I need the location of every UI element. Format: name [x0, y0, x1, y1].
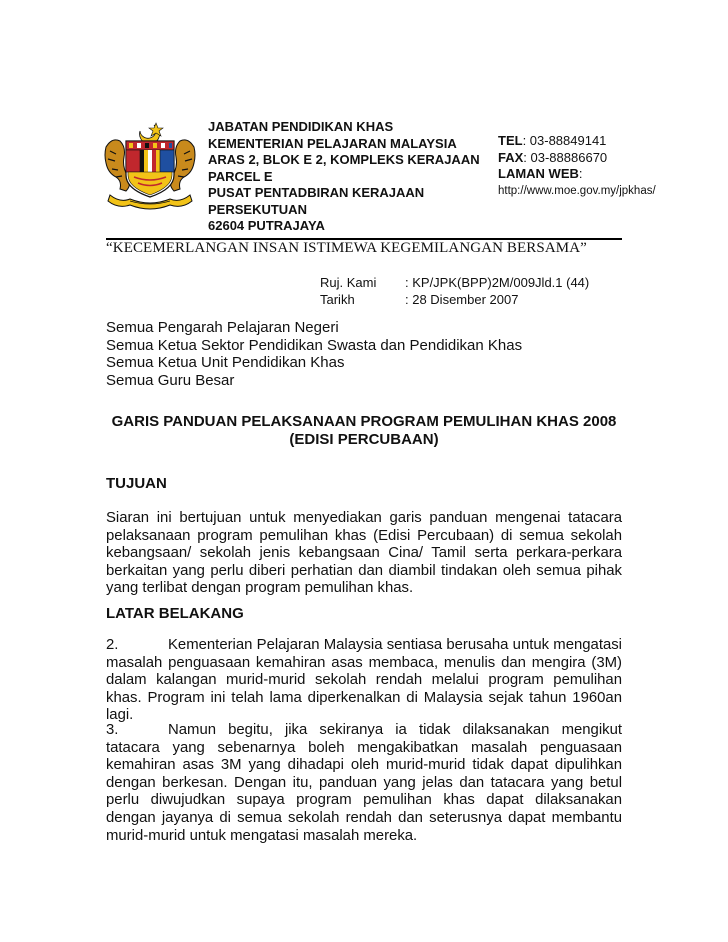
- tel-value: : 03-88849141: [522, 133, 607, 148]
- agency-line: PUSAT PENTADBIRAN KERAJAAN: [208, 185, 425, 200]
- paragraph-2-number: 2.: [106, 637, 119, 653]
- web-colon: :: [578, 166, 583, 181]
- motto-text: “KECEMERLANGAN INSAN ISTIMEWA KEGEMILANGAN BERSAMA”: [106, 240, 587, 256]
- tel-line: [498, 133, 656, 150]
- paragraph-2: [106, 637, 622, 725]
- agency-line: JABATAN PENDIDIKAN KHAS: [208, 119, 394, 134]
- recipients-list: [106, 319, 522, 390]
- tarikh-label: Tarikh: [320, 292, 355, 307]
- agency-line: 62604 PUTRAJAYA: [208, 218, 325, 233]
- title-line-2: (EDISI PERCUBAAN): [289, 430, 439, 448]
- web-label: LAMAN WEB: [498, 166, 579, 181]
- fax-label: FAX: [498, 149, 524, 165]
- recipient-line: Semua Pengarah Pelajaran Negeri: [106, 319, 339, 336]
- contact-block: [498, 133, 656, 199]
- reference-labels: [320, 274, 376, 308]
- agency-line: ARAS 2, BLOK E 2, KOMPLEKS KERAJAAN: [208, 152, 480, 167]
- web-line: [498, 166, 656, 183]
- recipient-line: Semua Ketua Unit Pendidikan Khas: [106, 354, 345, 372]
- paragraph-2-text: Kementerian Pelajaran Malaysia sentiasa berusaha untuk mengatasi masalah penguasaan kemahiran asas membaca, menulis dan mengira (3M) dalam kalangan murid-murid sekolah rendah melalui program pemulihan khas. Program ini telah lama diperkenalkan di Malaysia sejak tahun 1960an lagi.: [106, 637, 622, 724]
- recipient-line: Semua Ketua Sektor Pendidikan Swasta dan Pendidikan Khas: [106, 336, 523, 354]
- agency-line: PERSEKUTUAN: [208, 201, 307, 217]
- paragraph-3-number: 3.: [106, 722, 119, 738]
- coat-of-arms-logo: [100, 117, 200, 217]
- title-line-1: GARIS PANDUAN PELAKSANAAN PROGRAM PEMULIHAN KHAS 2008: [111, 413, 617, 430]
- reference-values: [405, 274, 589, 308]
- ruj-label: Ruj. Kami: [320, 275, 377, 290]
- latar-belakang-heading: LATAR BELAKANG: [106, 605, 244, 622]
- tarikh-value: : 28 Disember 2007: [405, 292, 519, 307]
- fax-line: [498, 150, 656, 167]
- tujuan-paragraph: Siaran ini bertujuan untuk menyediakan garis panduan mengenai tatacara pelaksanaan program pemulihan khas (Edisi Percubaan) di semua sekolah kebangsaan/ sekolah jenis kebangsaan Cina/ Tamil serta perkara-perkara berkaitan yang perlu diberi perhatian dan diambil tindakan oleh semua pihak yang terlibat dengan program pemulihan khas.: [106, 510, 622, 597]
- tel-label: TEL: [498, 133, 523, 148]
- document-title: [106, 413, 622, 448]
- agency-address-block: [208, 119, 480, 235]
- recipient-line: Semua Guru Besar: [106, 372, 235, 390]
- paragraph-3: [106, 722, 622, 845]
- tujuan-heading: TUJUAN: [106, 475, 167, 492]
- web-url-link[interactable]: http://www.moe.gov.my/jpkhas/: [498, 184, 656, 197]
- fax-value: : 03-88886670: [523, 149, 608, 165]
- ruj-value: : KP/JPK(BPP)2M/009Jld.1 (44): [405, 275, 590, 290]
- agency-line: PARCEL E: [208, 168, 273, 184]
- agency-line: KEMENTERIAN PELAJARAN MALAYSIA: [208, 135, 457, 151]
- paragraph-3-text: Namun begitu, jika sekiranya ia tidak dilaksanakan mengikut tatacara yang sebenarnya boleh mengakibatkan masalah penguasaan kemahiran asas 3M yang dihadapi oleh murid-murid tidak dapat dipulihkan dengan berkesan. Dengan itu, panduan yang jelas dan tatacara yang betul perlu diwujudkan supaya program pemulihan khas dapat dilaksanakan dengan jayanya di semua sekolah rendah dan seterusnya dapat membantu murid-murid untuk mengatasi masalah mereka.: [106, 722, 622, 844]
